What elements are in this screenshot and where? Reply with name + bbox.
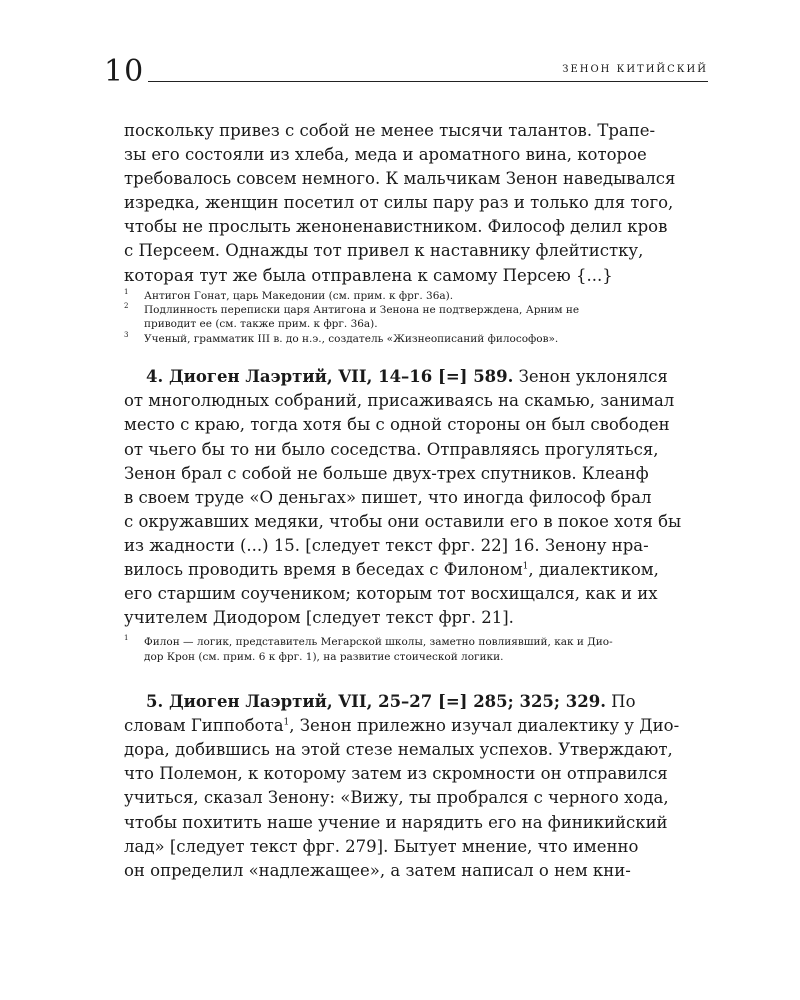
text-line: [124, 690, 708, 714]
text-fragment: , диалектиком,: [528, 559, 659, 579]
footnote-mark: 1: [124, 634, 129, 643]
page-header: [0, 0, 800, 100]
footnote-text: Филон — логик, представитель Мегарской школы, заметно повлиявший, как и Дио-: [144, 636, 613, 649]
text-line: дора, добившись на этой стезе немалых успехов. Утверждают,: [124, 740, 673, 760]
text-fragment: Зенон уклонялся: [513, 367, 668, 387]
text-line: [124, 714, 708, 738]
text-line: учителем Диодором [следует текст фрг. 21].: [124, 608, 514, 628]
text-line: чтобы не прослыть женоненавистником. Философ делил кров: [124, 217, 668, 237]
header-rule: [148, 81, 708, 82]
footnote-text: Антигон Гонат, царь Македонии (см. прим. к фрг. 36а).: [144, 289, 454, 302]
text-line: Зенон брал с собой не больше двух-трех спутников. Клеанф: [124, 463, 649, 483]
section-5: [124, 690, 708, 883]
footnote: [124, 303, 708, 317]
text-fragment: , Зенон прилежно изучал диалектику у Дио-: [289, 716, 680, 736]
page-number: 10: [104, 54, 145, 89]
text-line: что Полемон, к которому затем из скромности он отправился: [124, 764, 668, 784]
text-line: с Персеем. Однажды тот привел к наставнику флейтистку,: [124, 241, 644, 261]
footnote: [124, 332, 708, 346]
footnote-continuation: [124, 650, 708, 664]
section-heading: 4. Диоген Лаэртий, VII, 14–16 [=] 589.: [146, 367, 514, 387]
footnote-continuation: [124, 317, 708, 331]
footnotes-block-1: [124, 289, 708, 347]
text-fragment: вилось проводить время в беседах с Филоном: [124, 559, 523, 579]
running-title: ЗЕНОН КИТИЙСКИЙ: [562, 64, 708, 75]
text-line: в своем труде «О деньгах» пишет, что иногда философ брал: [124, 487, 652, 507]
section-4: [124, 365, 708, 630]
text-line: он определил «надлежащее», а затем написал о нем кни-: [124, 860, 631, 880]
text-line: [124, 558, 708, 582]
footnote-mark: 3: [124, 330, 129, 339]
text-line: требовалось совсем немного. К мальчикам Зенон наведывался: [124, 169, 676, 189]
footnote-text: приводит ее (см. также прим. к фрг. 36а).: [144, 318, 378, 331]
text-line: от чьего бы то ни было соседства. Отправляясь прогуляться,: [124, 439, 659, 459]
text-line: зы его состояли из хлеба, меда и ароматного вина, которое: [124, 145, 647, 165]
footnote: [124, 289, 708, 303]
text-line: изредка, женщин посетил от силы пару раз и только для того,: [124, 193, 674, 213]
footnote-ref: 1: [522, 561, 529, 572]
footnote-text: Подлинность переписки царя Антигона и Зенона не подтверждена, Арним не: [144, 304, 580, 317]
text-line: от многолюдных собраний, присаживаясь на скамью, занимал: [124, 391, 675, 411]
text-line: из жадности (...) 15. [следует текст фрг. 22] 16. Зенону нра-: [124, 535, 649, 555]
text-fragment: По: [605, 692, 636, 712]
text-line: с окружавших медяки, чтобы они оставили его в покое хотя бы: [124, 511, 682, 531]
footnote-text: дор Крон (см. прим. 6 к фрг. 1), на развитие стоической логики.: [144, 650, 504, 663]
text-line: поскольку привез с собой не менее тысячи талантов. Трапе-: [124, 121, 656, 140]
footnote-ref: 1: [283, 717, 290, 728]
page-body: [124, 119, 708, 883]
paragraph-continued: [124, 119, 708, 288]
footnote: [124, 635, 708, 649]
footnotes-block-2: [124, 635, 708, 664]
text-line: [124, 365, 708, 389]
text-line: его старшим соучеником; которым тот восхищался, как и их: [124, 584, 658, 604]
footnote-mark: 1: [124, 287, 129, 296]
footnote-mark: 2: [124, 302, 129, 311]
text-line: чтобы похитить наше учение и нарядить его на финикийский: [124, 812, 668, 832]
text-line: место с краю, тогда хотя бы с одной стороны он был свободен: [124, 415, 670, 435]
footnote-text: Ученый, грамматик III в. до н.э., создатель «Жизнеописаний философов».: [144, 332, 559, 345]
text-line: которая тут же была отправлена к самому Персею {...}: [124, 265, 613, 285]
text-line: учиться, сказал Зенону: «Вижу, ты пробрался с черного хода,: [124, 788, 669, 808]
text-line: лад» [следует текст фрг. 279]. Бытует мнение, что именно: [124, 836, 639, 856]
section-heading: 5. Диоген Лаэртий, VII, 25–27 [=] 285; 325; 329.: [146, 692, 606, 712]
text-fragment: словам Гиппобота: [124, 716, 284, 736]
